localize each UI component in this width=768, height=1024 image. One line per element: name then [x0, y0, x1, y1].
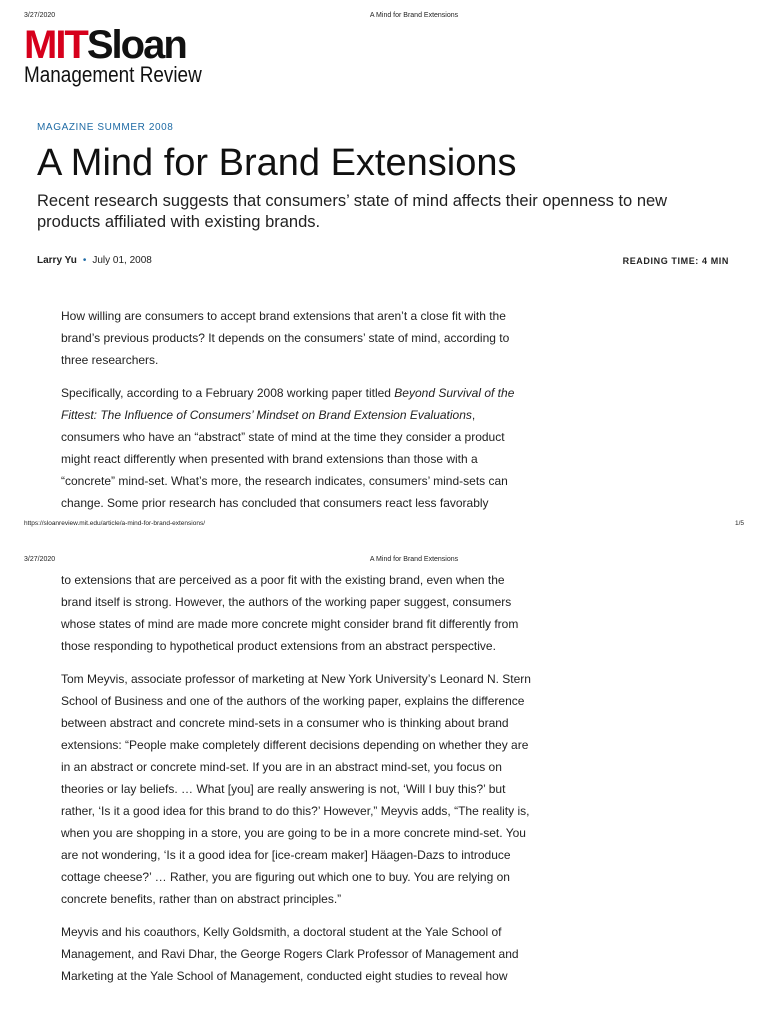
publish-date: July 01, 2008	[92, 255, 152, 266]
paragraph-1: How willing are consumers to accept brand extensions that aren’t a close fit with the brand’s previous products? It depends on the consumers’ state of mind, according to three researchers.	[61, 309, 510, 367]
print-footer-url: https://sloanreview.mit.edu/article/a-mind-for-brand-extensions/	[24, 520, 205, 527]
paragraph-3: Tom Meyvis, associate professor of marketing at New York University’s Leonard N. Stern School of Business and one of the authors of the working paper, explains the difference between abstract and concrete mind-sets in a consumer who is thinking about brand extensions: “People make completely different decisions depending on whether they are in an abstract or concrete mind-set. If you are in an abstract mind-set, you focus on theories or lay beliefs. … What [you] are really answering is not, ‘Will I buy this?’ but rather, ‘Is it a good idea for this brand to do this?’ However,” Meyvis adds, “The reality is, when you are shopping in a store, you are going to be in a more concrete mind-set. You are not wondering, ‘Is it a good idea for [ice-cream maker] Häagen-Dazs to introduce cottage cheese?’ … Rather, you are figuring out which one to buy. You are relying on concrete benefits, rather than on abstract principles.”	[61, 672, 531, 906]
logo-wordmark	[24, 23, 231, 67]
article-body-page-1	[61, 305, 535, 517]
article-dek: Recent research suggests that consumers’ state of mind affects their openness to new products affiliated with existing brands.	[37, 192, 668, 231]
print-date: 3/27/2020	[24, 12, 56, 19]
print-page-number: 1/5	[734, 520, 744, 527]
issue-kicker-link[interactable]: MAGAZINE SUMMER 2008	[37, 122, 174, 133]
print-date-page-2: 3/27/2020	[24, 556, 56, 563]
print-header-title: A Mind for Brand Extensions	[369, 12, 459, 19]
article-body-page-2	[61, 569, 535, 1024]
logo-mit: MIT	[24, 23, 87, 67]
byline	[37, 255, 152, 266]
reading-time: READING TIME: 4 MIN	[622, 256, 729, 266]
article-headline: A Mind for Brand Extensions	[37, 142, 517, 184]
mit-sloan-logo[interactable]	[24, 23, 231, 87]
paragraph-2-lead: Specifically, according to a February 2008 working paper titled	[61, 386, 395, 400]
paragraph-4: Meyvis and his coauthors, Kelly Goldsmith, a doctoral student at the Yale School of Management, and Ravi Dhar, the George Rogers Clark Professor of Management and Marketing at the Yale School of Management, conducted eight studies to reveal how	[61, 925, 519, 983]
logo-sloan: Sloan	[86, 23, 186, 67]
paragraph-2-continued: to extensions that are perceived as a poor fit with the existing brand, even when the brand itself is strong. However, the authors of the working paper suggest, consumers whose states of mind are made more concrete might consider brand fit differently from those responding to hypothetical product extensions from an abstract perspective.	[61, 573, 519, 653]
byline-separator-dot: •	[82, 255, 87, 266]
working-paper-title: Beyond Survival of the Fittest: The Influence of Consumers’ Mindset on Brand Extension Evaluations	[61, 386, 515, 422]
paragraph-2-rest: , consumers who have an “abstract” state of mind at the time they consider a product might react differently when presented with brand extensions than those with a “concrete” mind-set. What’s more, the research indicates, consumers’ mind-sets can change. Some prior research has concluded that consumers react less favorably	[61, 408, 508, 510]
print-header-title-page-2: A Mind for Brand Extensions	[369, 556, 459, 563]
author-link[interactable]: Larry Yu	[37, 255, 77, 266]
logo-subtitle: Management Review	[24, 62, 202, 87]
paragraph-2	[61, 382, 535, 514]
page-break	[0, 542, 768, 546]
